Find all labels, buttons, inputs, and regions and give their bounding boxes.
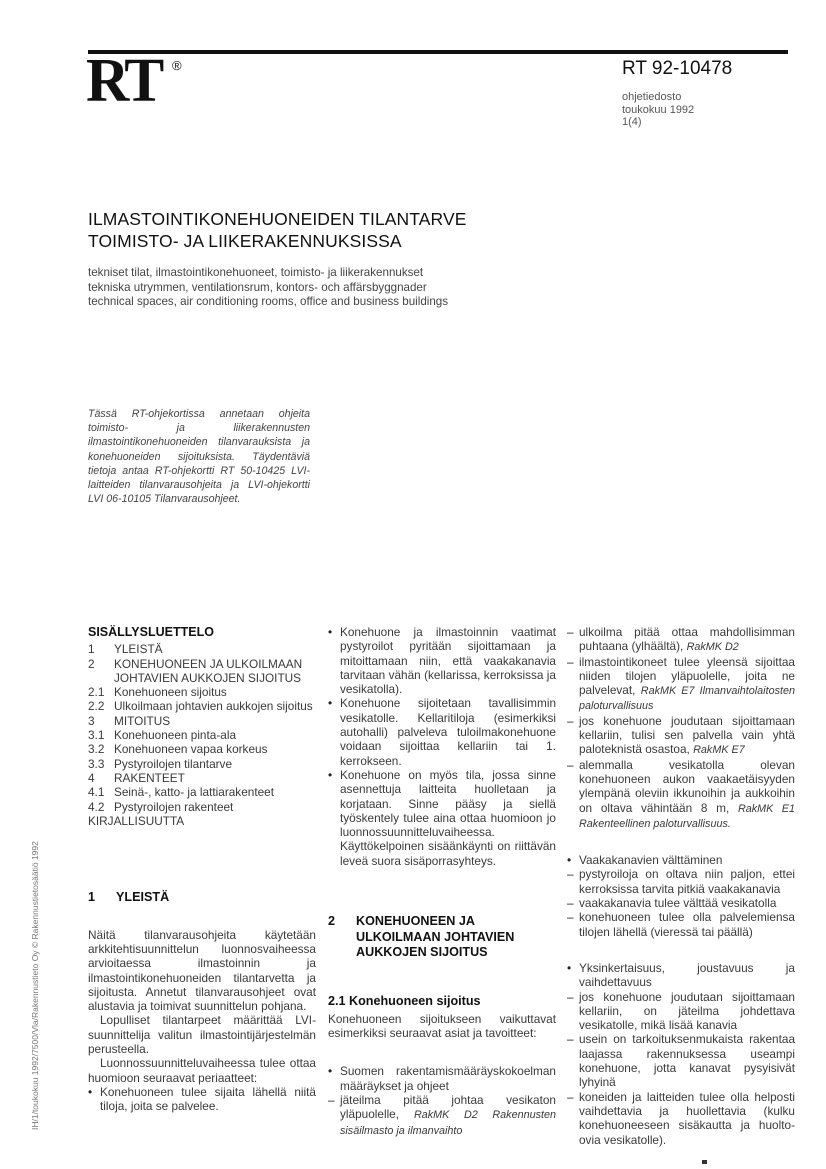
toc-item[interactable] [88, 757, 316, 771]
regulation-reference: RakMK D2 [686, 641, 739, 654]
paragraph: Näitä tilanvarausohjeita käytetään arkkitehtisuunnittelun luonnosvaiheessa arvioitaessa ilmastoinnin ja ilmastointikonehuoneiden tilantarvetta ja sijoitusta. Annetut tilanvarausohjeet ovat alustavia ja toimivat suunnittelun pohjana. [88, 927, 316, 1014]
registered-mark: ® [172, 58, 182, 73]
section-2-heading [328, 914, 556, 961]
dash-list [567, 625, 795, 831]
rt-logo: RT [86, 45, 162, 115]
page-number: 1(4) [622, 116, 642, 128]
list-item: • Yksinkertaisuus, joustavuus ja vaihdettavuus [567, 961, 795, 990]
section-number: 1 [88, 890, 96, 905]
list-item: • Konehuone on myös tila, jossa sinne asennettuja laitteita huolletaan ja korjataan. Sinne pääsy ja siellä työskentely tulee aina ottaa huomioon jo luonnossuunnitteluvaiheessa. Käyttökelpoinen sisäänkäynti on riittävän leveä suora sisäporrasyhteys. [328, 768, 556, 868]
list-item: – usein on tarkoituksenmukaista rakentaa laajassa rakennuksessa useampi konehuone, jotta kanavat pysyisivät lyhyinä [567, 1032, 795, 1089]
toc-label: Konehuoneen vapaa korkeus [114, 742, 268, 757]
list-item: • Suomen rakentamismääräyskokoelman määräykset ja ohjeet [328, 1064, 556, 1093]
corner-mark [702, 1160, 707, 1164]
toc-num: 3.1 [88, 728, 105, 743]
document-id: RT 92-10478 [622, 58, 733, 79]
list-item [567, 625, 795, 655]
document-date: toukokuu 1992 [622, 103, 695, 116]
section-2-1-heading: 2.1 Konehuoneen sijoitus [328, 993, 481, 1008]
list-item: • Konehuone ja ilmastoinnin vaatimat pystyroilot pyritään sijoittamaan ja mitoittamaan niin, että vaakakanavia tarvitaan vähän (kellarissa, kerroksissa ja vesikatolla). [328, 625, 556, 696]
toc-num: 2 [88, 656, 95, 671]
keywords [88, 266, 448, 310]
toc-item[interactable] [88, 657, 316, 686]
paragraph: Luonnossuunnitteluvaiheessa tulee ottaa huomioon seuraavat periaatteet: [88, 1056, 316, 1085]
list-item [328, 1093, 556, 1138]
item-text: ulkoilma pitää ottaa mahdollisimman puhtaana (ylhäältä), [579, 625, 795, 654]
toc-item[interactable] [88, 699, 316, 713]
regulation-reference: RakMK E7 Ilmanvaihtolaitosten paloturvallisuus [579, 685, 795, 713]
abstract: Tässä RT-ohjekortissa annetaan ohjeita toimisto- ja liikerakennusten ilmastointikonehuoneiden tilanvarauksista ja konehuoneiden sijoituksista. Täydentäviä tietoja antaa RT-ohjekortti RT 50-10425 LVI-laitteiden tilanvarausohjeita ja LVI-ohjekortti LVI 06-10105 Tilanvarausohjeet. [88, 408, 310, 506]
side-margin-text: IH/1/toukokuu 1992/7500/Vla/Rakennustieto Oy © Rakennustietosäätiö 1992 [30, 841, 40, 1130]
item-text: alemmalla vesikatolla olevan konehuoneen aukon vaakaetäisyyden ylempänä oleviin ikkunoihin ja aukkoihin on oltava vähintään 8 m, [579, 757, 795, 815]
toc-label: KIRJALLISUUTTA [88, 813, 185, 828]
bullet-list [567, 853, 795, 939]
toc-item[interactable] [88, 771, 316, 785]
toc-item[interactable] [88, 742, 316, 756]
list-item: • Konehuoneen tulee sijaita lähellä niitä tiloja, joita se palvelee. [88, 1085, 316, 1114]
item-text: ilmastointikoneet tulee yleensä sijoittaa niiden tilojen yläpuolelle, joita ne palvelevat, [579, 654, 795, 698]
toc-num: 4.2 [88, 799, 105, 814]
toc-label: Pystyroilojen tilantarve [114, 756, 233, 771]
toc-num: 1 [88, 642, 95, 657]
keywords-sv: tekniska utrymmen, ventilationsrum, kontors- och affärsbyggnader [88, 280, 427, 294]
list-item: • Vaakakanavien välttäminen [567, 853, 795, 867]
paragraph: Konehuoneen sijoitukseen vaikuttavat esimerkiksi seuraavat asiat ja tavoitteet: [328, 1011, 556, 1041]
section-number: 2 [328, 914, 336, 929]
toc-item[interactable] [88, 714, 316, 728]
column-3 [567, 625, 795, 1147]
toc-item[interactable] [88, 685, 316, 699]
list-item: • Konehuone sijoitetaan tavallisimmin vesikatolle. Kellaritiloja (esimerkiksi autohalli) palveleva tuloilmakonehuone voidaan sijoittaa kellariin tai 1. kerrokseen. [328, 696, 556, 767]
toc-label: YLEISTÄ [114, 642, 163, 657]
toc-label: Konehuoneen pinta-ala [114, 728, 237, 743]
list-item: – konehuoneen tulee olla palvelemiensa tilojen lähellä (vieressä tai päällä) [567, 910, 795, 939]
list-item: – koneiden ja laitteiden tulee olla helposti vaihdettavia ja huollettavia (kulku konehuoneeseen sisäkautta ja huolto-ovia vesikatolle). [567, 1090, 795, 1147]
bullet-list [328, 625, 556, 868]
list-item [567, 714, 795, 758]
column-1 [88, 625, 316, 1114]
toc-label: RAKENTEET [114, 770, 185, 785]
toc-title: SISÄLLYSLUETTELO [88, 625, 214, 639]
header-rule [88, 50, 788, 54]
toc-item[interactable] [88, 785, 316, 799]
keywords-fi: tekniset tilat, ilmastointikonehuoneet, toimisto- ja liikerakennukset [88, 266, 424, 279]
bullet-list [88, 1085, 316, 1114]
toc-label: MITOITUS [114, 713, 171, 728]
toc-label: Konehuoneen sijoitus [114, 685, 227, 700]
toc-num: 4.1 [88, 785, 105, 800]
item-text: jos konehuone joudutaan sijoittamaan kellariin, tulisi sen palvella vain yhtä paloteknistä osastoa, [579, 713, 795, 757]
list-item: – pystyroiloja on oltava niin paljon, ettei kerroksissa tarvita pitkiä vaakakanavia [567, 867, 795, 896]
toc-num: 3 [88, 713, 95, 728]
toc-num: 2.1 [88, 685, 105, 700]
keywords-en: technical spaces, air conditioning rooms, office and business buildings [88, 295, 449, 308]
toc-item[interactable] [88, 642, 316, 656]
toc-label: Pystyroilojen rakenteet [114, 799, 234, 814]
regulation-reference: RakMK D2 Rakennusten sisäilmasto ja ilmanvaihto [340, 1109, 557, 1137]
regulation-reference: RakMK E7 [693, 744, 745, 757]
toc-num: 2.2 [88, 699, 105, 714]
document-type: ohjetiedosto [622, 91, 682, 103]
list-item: – vaakakanavia tulee välttää vesikatolla [567, 896, 795, 910]
paragraph: Lopulliset tilantarpeet määrittää LVI-suunnittelija valitun ilmastointijärjestelmän perusteella. [88, 1013, 316, 1057]
toc-label: Ulkoilmaan johtavien aukkojen sijoitus [114, 699, 313, 714]
toc-item[interactable] [88, 800, 316, 814]
toc-num: 3.3 [88, 756, 105, 771]
toc-num: 3.2 [88, 742, 105, 757]
list-item: – jos konehuone joudutaan sijoittamaan kellariin, on jäteilma johdettava vesikatolle, mikä lisää kanavia [567, 990, 795, 1033]
toc-label: Seinä-, katto- ja lattiarakenteet [114, 785, 275, 800]
toc-label: KONEHUONEEN JA ULKOILMAAN JOHTAVIEN AUKKOJEN SIJOITUS [114, 656, 303, 685]
table-of-contents [88, 642, 316, 828]
section-title: YLEISTÄ [116, 890, 170, 905]
column-2 [328, 625, 556, 1138]
section-1-heading [88, 890, 316, 906]
bullet-list [567, 961, 795, 1147]
page-title [88, 208, 467, 252]
section-title: KONEHUONEEN JA ULKOILMAAN JOHTAVIEN AUKKOJEN SIJOITUS [356, 914, 515, 960]
list-item [567, 655, 795, 714]
list-item [567, 758, 795, 831]
toc-item[interactable] [88, 728, 316, 742]
item-text: jäteilma pitää johtaa vesikaton yläpuolelle, [340, 1093, 556, 1122]
toc-num: 4 [88, 770, 95, 785]
toc-item[interactable] [88, 814, 316, 828]
document-meta [622, 91, 694, 129]
title-line-2: TOIMISTO- JA LIIKERAKENNUKSISSA [88, 231, 402, 251]
title-line-1: ILMASTOINTIKONEHUONEIDEN TILANTARVE [88, 209, 467, 229]
bullet-list [328, 1064, 556, 1137]
regulation-reference: RakMK E1 Rakenteellinen paloturvallisuus. [579, 802, 795, 830]
